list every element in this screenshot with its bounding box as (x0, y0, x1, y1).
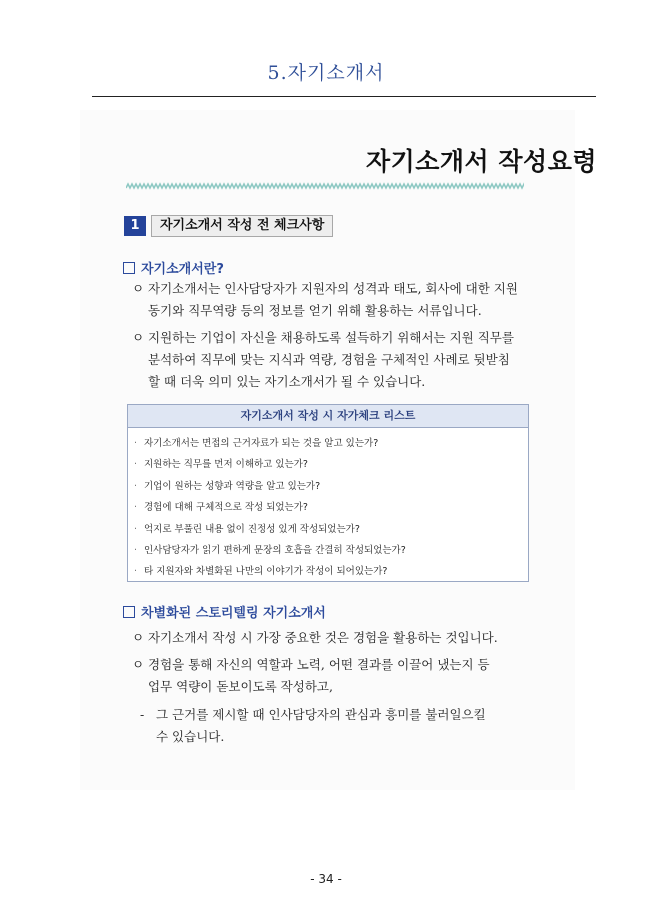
paragraph-evidence (140, 704, 540, 748)
section-title: 자기소개서 작성 전 체크사항 (151, 215, 333, 237)
list-marker: ㅇ (132, 657, 145, 672)
checklist-title: 자기소개서 작성 시 자가체크 리스트 (128, 405, 528, 428)
checklist-item: · 경험에 대해 구체적으로 작성 되었는가? (134, 502, 308, 514)
list-marker: ㅇ (132, 330, 145, 345)
chapter-title: 5.자기소개서 (267, 62, 385, 84)
list-marker: ㅇ (132, 281, 145, 296)
subheading-text: 차별화된 스토리텔링 자기소개서 (141, 606, 326, 621)
page-number: - 34 - (310, 872, 342, 886)
list-marker: - (140, 707, 145, 722)
subheading-what-is (123, 258, 224, 277)
paragraph-line: 자기소개서는 인사담당자가 지원자의 성격과 태도, 회사에 대한 지원 (148, 281, 518, 296)
page-title: 자기소개서 작성요령 (365, 147, 597, 176)
header-divider (92, 96, 596, 97)
paragraph-persuasion (132, 327, 542, 393)
checklist-item: · 기업이 원하는 성향과 역량을 알고 있는가? (134, 480, 321, 492)
paragraph-line: 수 있습니다. (156, 729, 225, 744)
paragraph-definition (132, 278, 542, 322)
checkbox-square-icon (123, 606, 135, 618)
paragraph-line: 자기소개서 작성 시 가장 중요한 것은 경험을 활용하는 것입니다. (148, 630, 498, 645)
paragraph-line: 할 때 더욱 의미 있는 자기소개서가 될 수 있습니다. (148, 374, 426, 389)
subheading-text: 자기소개서란? (141, 262, 224, 277)
paragraph-line: 지원하는 기업이 자신을 채용하도록 설득하기 위해서는 지원 직무를 (148, 330, 514, 345)
paragraph-line: 분석하여 직무에 맞는 지식과 역량, 경험을 구체적인 사례로 뒷받침 (148, 352, 510, 367)
paragraph-line: 업무 역량이 돋보이도록 작성하고, (148, 679, 333, 694)
checklist-item: · 지원하는 직무를 먼저 이해하고 있는가? (134, 459, 308, 471)
checklist (128, 428, 528, 583)
checklist-item: · 억지로 부풀린 내용 없이 진정성 있게 작성되었는가? (134, 523, 360, 535)
paragraph-role (132, 654, 542, 698)
checkbox-square-icon (123, 262, 135, 274)
self-check-list-box (127, 404, 529, 582)
paragraph-line: 동기와 직무역량 등의 정보를 얻기 위해 활용하는 서류입니다. (148, 303, 482, 318)
checklist-item: · 자기소개서는 면접의 근거자료가 되는 것을 알고 있는가? (134, 438, 379, 449)
subheading-storytelling (123, 602, 326, 621)
title-wave-underline (126, 182, 524, 190)
paragraph-experience (132, 627, 542, 649)
checklist-item: · 타 지원자와 차별화된 나만의 이야기가 작성이 되어있는가? (134, 566, 388, 578)
section-number-badge: 1 (124, 216, 146, 236)
paragraph-line: 경험을 통해 자신의 역할과 노력, 어떤 결과를 이끌어 냈는지 등 (148, 657, 490, 672)
checklist-item: · 인사담당자가 읽기 편하게 문장의 호흡을 간결히 작성되었는가? (134, 545, 406, 557)
list-marker: ㅇ (132, 630, 145, 645)
paragraph-line: 그 근거를 제시할 때 인사담당자의 관심과 흥미를 불러일으킬 (156, 707, 486, 722)
